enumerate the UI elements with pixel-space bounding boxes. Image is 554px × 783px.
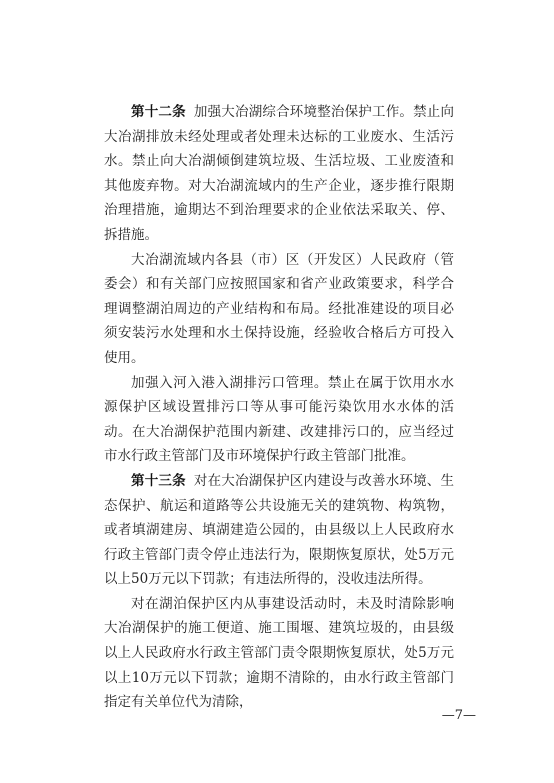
document-body	[104, 100, 454, 715]
paragraph-text: 对在湖泊保护区内从事建设活动时，未及时清除影响大冶湖保护的施工便道、施工围堰、建筑垃圾的，由县级以上人民政府水行政主管部门责令限期恢复原状，处5万元以上10万元以下罚款；逾期不清除的，由水行政主管部门指定有关单位代为清除，	[104, 595, 454, 711]
article-heading: 第十三条	[131, 472, 186, 489]
article-13-paragraph	[104, 469, 454, 592]
body-paragraph	[104, 592, 454, 715]
paragraph-text: 对在大冶湖保护区内建设与改善水环境、生态保护、航运和道路等公共设施无关的建筑物、构筑物，或者填湖建房、填湖建造公园的，由县级以上人民政府水行政主管部门责令停止违法行为，限期恢复原状，处5万元以上50万元以下罚款；有违法所得的，没收违法所得。	[104, 472, 455, 588]
paragraph-text: 加强大冶湖综合环境整治保护工作。禁止向大冶湖排放未经处理或者处理未达标的工业废水、生活污水。禁止向大冶湖倾倒建筑垃圾、生活垃圾、工业废渣和其他废弃物。对大冶湖流域内的生产企业，逐步推行限期治理措施，逾期达不到治理要求的企业依法采取关、停、拆措施。	[104, 104, 455, 243]
page-number: —7—	[441, 708, 476, 723]
paragraph-text: 大冶湖流域内各县（市）区（开发区）人民政府（管委会）和有关部门应按照国家和省产业政策要求，科学合理调整湖泊周边的产业结构和布局。经批准建设的项目必须安装污水处理和水土保持设施，经验收合格后方可投入使用。	[104, 251, 454, 366]
article-12-paragraph	[104, 100, 454, 248]
body-paragraph	[104, 371, 454, 469]
article-heading: 第十二条	[131, 104, 186, 120]
paragraph-text: 加强入河入港入湖排污口管理。禁止在属于饮用水水源保护区域设置排污口等从事可能污染饮用水水体的活动。在大冶湖保护范围内新建、改建排污口的，应当经过市水行政主管部门及市环境保护行政主管部门批准。	[104, 374, 454, 465]
body-paragraph	[104, 248, 454, 371]
